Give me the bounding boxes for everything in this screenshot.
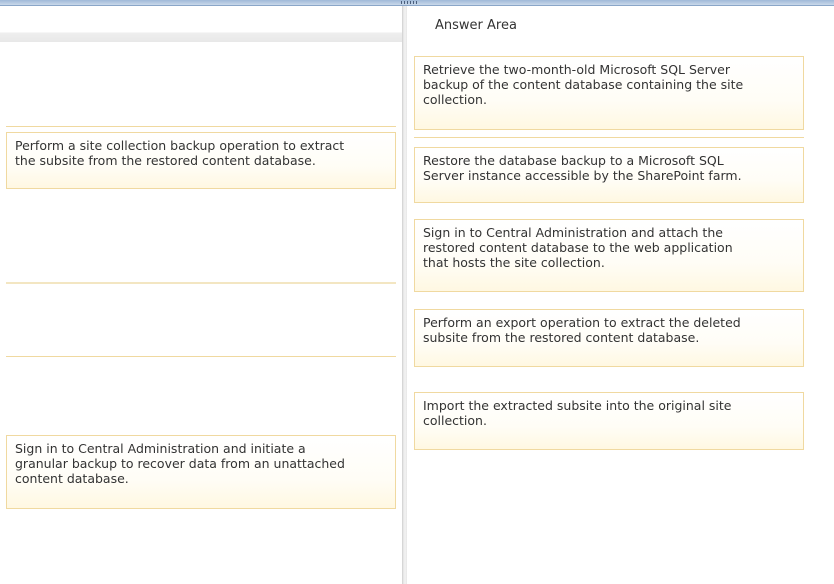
- answer-slot-divider: [414, 130, 804, 138]
- answer-step-5[interactable]: Import the extracted subsite into the original site collection.: [414, 392, 804, 450]
- empty-action-slot: [6, 283, 396, 357]
- action-card-granular-backup[interactable]: Sign in to Central Administration and initiate a granular backup to recover data from an unattached content database.: [6, 435, 396, 509]
- empty-action-slot: [6, 199, 396, 283]
- actions-header: [0, 6, 402, 42]
- answer-area-title: Answer Area: [435, 18, 517, 33]
- action-card-site-collection-backup[interactable]: Perform a site collection backup operation to extract the subsite from the restored content database.: [6, 132, 396, 189]
- splitter-grip-icon[interactable]: [401, 1, 419, 4]
- empty-action-slot: [6, 47, 396, 127]
- answer-step-4[interactable]: Perform an export operation to extract the deleted subsite from the restored content database.: [414, 309, 804, 367]
- answer-step-2[interactable]: Restore the database backup to a Microsoft SQL Server instance accessible by the SharePoint farm.: [414, 147, 804, 203]
- answer-step-3[interactable]: Sign in to Central Administration and attach the restored content database to the web application that hosts the site collection.: [414, 219, 804, 292]
- answer-step-1[interactable]: Retrieve the two-month-old Microsoft SQL Server backup of the content database containing the site collection.: [414, 56, 804, 130]
